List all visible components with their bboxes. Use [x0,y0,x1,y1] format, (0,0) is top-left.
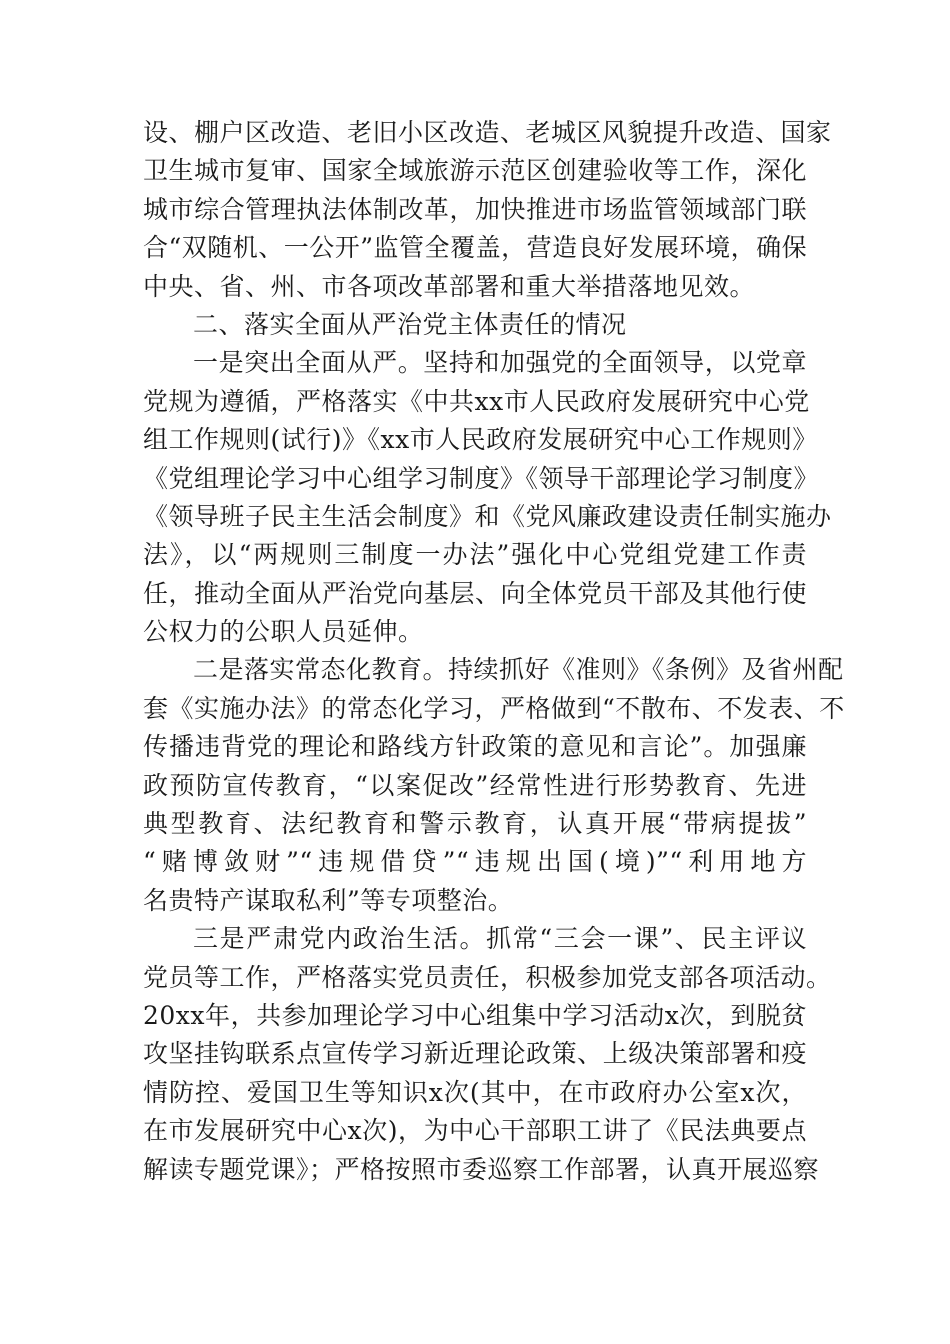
text-line: 典型教育、法纪教育和警示教育，认真开展“带病提拔” [143,809,807,839]
text-line: 政预防宣传教育，“以案促改”经常性进行形势教育、先进 [143,770,807,800]
section-heading: 二、落实全面从严治党主体责任的情况 [193,309,627,339]
text-line: 卫生城市复审、国家全域旅游示范区创建验收等工作，深化 [143,156,807,186]
text-line: 党规为遵循，严格落实《中共xx市人民政府发展研究中心党 [143,386,810,416]
document-page [143,114,845,1189]
text-line: 三是严肃党内政治生活。抓常“三会一课”、民主评议 [193,924,807,954]
text-line: 解读专题党课》；严格按照市委巡察工作部署，认真开展巡察 [143,1154,820,1184]
text-line: 攻坚挂钩联系点宣传学习新近理论政策、上级决策部署和疫 [143,1039,807,1069]
text-line: 20xx年，共参加理论学习中心组集中学习活动x次，到脱贫 [143,1000,807,1030]
text-line: 名贵特产谋取私利”等专项整治。 [143,885,514,915]
text-line: “赌博敛财”“违规借贷”“违规出国(境)”“利用地方 [143,847,807,877]
text-line: 城市综合管理执法体制改革，加快推进市场监管领域部门联 [143,194,807,224]
text-line: 《党组理论学习中心组学习制度》《领导干部理论学习制度》 [143,463,820,493]
text-line: 传播违背党的理论和路线方针政策的意见和言论”。加强廉 [143,732,807,762]
text-line: 情防控、爱国卫生等知识x次(其中，在市政府办公室x次， [143,1077,807,1107]
text-line: 公权力的公职人员延伸。 [143,617,424,647]
text-line: 套《实施办法》的常态化学习，严格做到“不散布、不发表、不 [143,693,845,723]
text-line: 任，推动全面从严治党向基层、向全体党员干部及其他行使 [143,578,807,608]
text-line: 党员等工作，严格落实党员责任，积极参加党支部各项活动。 [143,962,832,992]
text-line: 合“双随机、一公开”监管全覆盖，营造良好发展环境，确保 [143,233,808,263]
text-line: 中央、省、州、市各项改革部署和重大举措落地见效。 [143,271,756,301]
text-line: 一是突出全面从严。坚持和加强党的全面领导，以党章 [193,348,807,378]
text-line: 在市发展研究中心x次)，为中心干部职工讲了《民法典要点 [143,1116,807,1146]
text-line: 组工作规则(试行)》《xx市人民政府发展研究中心工作规则》 [143,425,818,455]
text-line: 《领导班子民主生活会制度》和《党风廉政建设责任制实施办 [143,501,832,531]
text-line: 设、棚户区改造、老旧小区改造、老城区风貌提升改造、国家 [143,118,832,147]
text-line: 二是落实常态化教育。持续抓好《准则》《条例》及省州配 [193,655,844,685]
text-line: 法》，以“两规则三制度一办法”强化中心党组党建工作责 [143,540,807,570]
